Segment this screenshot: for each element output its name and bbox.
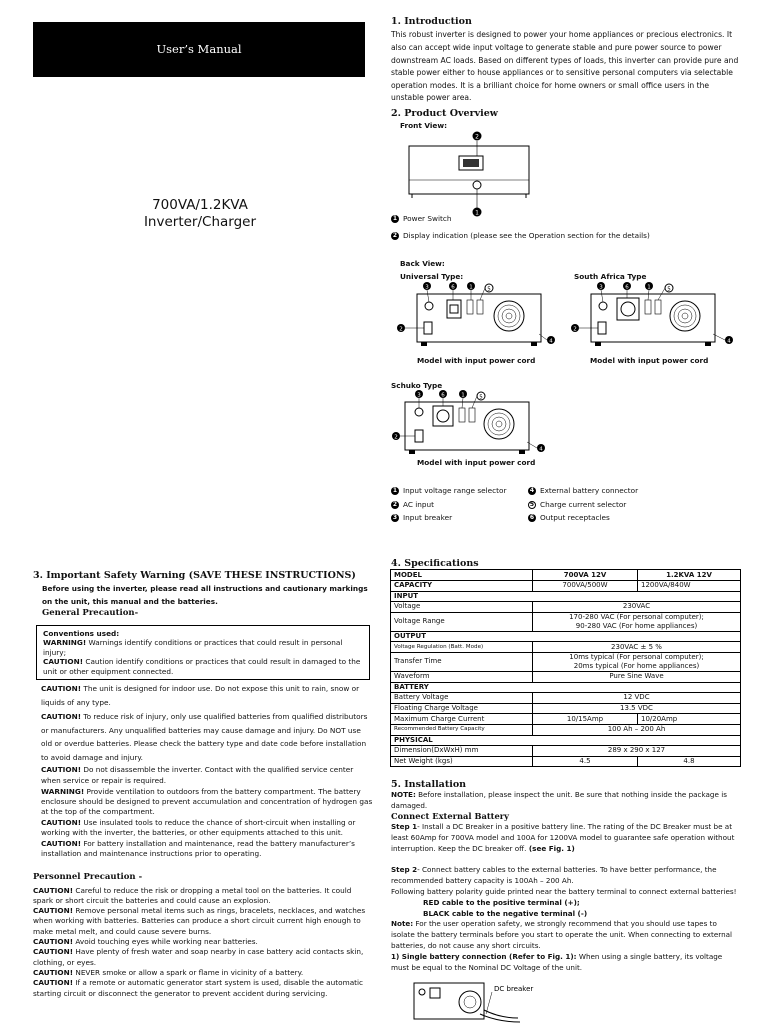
- south-africa-type-label: South Africa Type: [574, 272, 647, 281]
- svg-text:4: 4: [539, 446, 543, 453]
- introduction-heading: 1. Introduction: [391, 16, 472, 27]
- safety-section: [33, 570, 373, 999]
- south-africa-caption: Model with input power cord: [590, 356, 709, 365]
- table-row: Voltage Regulation (Batt. Mode) 230VAC ± 5 %: [391, 642, 741, 653]
- table-row: Voltage Range 170-280 VAC (For personal computer); 90-280 VAC (For home appliances): [391, 612, 741, 631]
- table-row: Net Weight (kgs) 4.5 4.8: [391, 756, 741, 767]
- schuko-back-diagram: [391, 388, 561, 456]
- step-1: Step 1- Install a DC Breaker in a positive battery line. The rating of the DC Breaker must be at least 60Amp for 700VA model and 100A for 1200VA model to guarantee safe operation without interruption. Keep the DC breaker off. (see Fig. 1): [391, 821, 735, 853]
- installation-section: [391, 779, 739, 973]
- back-item: 2 AC input: [392, 499, 435, 509]
- table-row: BATTERY: [391, 682, 741, 693]
- specifications-table: [390, 569, 741, 767]
- svg-text:5: 5: [667, 286, 671, 293]
- black-cable: BLACK cable to the negative terminal (-): [423, 908, 588, 918]
- back-item: 4 External battery connector: [529, 486, 639, 495]
- svg-text:3: 3: [417, 392, 421, 399]
- table-row: OUTPUT: [391, 631, 741, 642]
- personnel-item: CAUTION! Have plenty of fresh water and soap nearby in case battery acid contacts skin, clothing, or eyes.: [33, 947, 364, 967]
- conventions-caution: [43, 657, 363, 676]
- table-row: Waveform Pure Sine Wave: [391, 671, 741, 682]
- general-item: CAUTION! The unit is designed for indoor use. Do not expose this unit to rain, snow or liquids of any type.: [41, 684, 360, 708]
- introduction-text: This robust inverter is designed to power your home appliances or precious electronics. It also can accept wide input voltage to generate stable and pure power source to power downstream AC loads. Based on different types of loads, this inverter can provide pure and stable power either to house appliances or to sensitive personal computers via selectable operation modes. It is a brilliant choice for home owners or small office users in the unstable power area.: [391, 30, 739, 103]
- caution-text: Caution identify conditions or practices that could result in damaged to the unit or other equipment connected.: [43, 657, 361, 676]
- conventions-warning: [43, 638, 363, 657]
- back-item: 3 Input breaker: [392, 513, 453, 522]
- table-row: Voltage 230VAC: [391, 602, 741, 613]
- general-precaution-heading: General Precaution-: [42, 608, 139, 619]
- front-item-1: 1 Power Switch: [392, 214, 452, 223]
- front-view-label: Front View:: [400, 121, 447, 130]
- conventions-title: Conventions used:: [43, 628, 120, 638]
- personnel-item: CAUTION! NEVER smoke or allow a spark or flame in vicinity of a battery.: [33, 967, 304, 977]
- general-precaution-list: [33, 682, 373, 859]
- table-row: Maximum Charge Current 10/15Amp 10/20Amp: [391, 714, 741, 725]
- svg-text:1: 1: [461, 392, 465, 399]
- svg-text:2: 2: [399, 326, 403, 333]
- warning-label: WARNING!: [43, 638, 87, 648]
- svg-text:2: 2: [475, 133, 479, 141]
- personnel-item: CAUTION! Remove personal metal items such as rings, bracelets, necklaces, and watches when working with batteries. Batteries can produce a short circuit current high enough to make metal melt, and could cause severe burns.: [33, 906, 366, 936]
- personnel-item: CAUTION! Careful to reduce the risk or dropping a metal tool on the batteries. It could spark or short circuit the batteries and could cause an explosion.: [33, 885, 352, 905]
- single-battery: 1) Single battery connection (Refer to Fig. 1): When using a single battery, its voltage must be equal to the Nominal DC Voltage of the unit.: [391, 951, 723, 972]
- personnel-precaution-heading: Personnel Precaution -: [33, 872, 143, 883]
- personnel-item: CAUTION! Avoid touching eyes while working near batteries.: [33, 937, 258, 947]
- general-item: CAUTION! For battery installation and maintenance, read the battery manufacturer’s installation and maintenance instructions prior to operating.: [41, 838, 355, 858]
- installation-heading: 5. Installation: [391, 779, 467, 790]
- specifications-heading: 4. Specifications: [391, 558, 479, 569]
- front-view-diagram: [391, 128, 591, 218]
- specifications-section: [390, 558, 742, 767]
- front-item-2: 2 Display indication (please see the Operation section for the details): [392, 231, 650, 240]
- dc-breaker-label: DC breaker: [494, 985, 534, 993]
- personnel-precaution-list: [33, 886, 373, 999]
- south-africa-back-diagram: [565, 280, 739, 350]
- safety-intro: Before using the inverter, please read all instructions and cautionary markings on the unit, this manual and the batteries.: [42, 584, 368, 606]
- product-overview-section: [391, 108, 739, 522]
- svg-text:3: 3: [425, 284, 429, 291]
- general-item: CAUTION! Do not disassemble the inverter. Contact with the qualified service center when service or repair is required.: [41, 765, 354, 786]
- svg-text:2: 2: [394, 434, 398, 441]
- table-row: CAPACITY 700VA/500W 1200VA/840W: [391, 580, 741, 591]
- conventions-box: [36, 625, 370, 681]
- caution-label: CAUTION!: [43, 657, 84, 667]
- battery-connection-figure: [408, 980, 538, 1024]
- general-item: CAUTION! Use insulated tools to reduce the chance of short-circuit when installing or working with the inverter, the batteries, or other equipments attached to this unit.: [41, 817, 356, 838]
- note-2: Note: For the user operation safety, we strongly recommend that you should use tapes to isolate the battery terminals before you start to operate the unit. When connecting to external batteries, do not cause any short circuits.: [391, 919, 733, 950]
- svg-text:3: 3: [599, 284, 603, 291]
- step-2: Step 2- Connect battery cables to the external batteries. To have better performance, the recommended battery capacity is 100Ah – 200 Ah.: [391, 865, 717, 886]
- universal-type-label: Universal Type:: [400, 272, 464, 281]
- safety-heading-paren: (SAVE THESE INSTRUCTIONS): [188, 570, 356, 581]
- svg-text:5: 5: [479, 394, 483, 401]
- svg-text:4: 4: [549, 338, 553, 345]
- svg-text:1: 1: [475, 209, 479, 217]
- manual-banner: [33, 22, 365, 77]
- back-item: 1 Input voltage range selector: [392, 486, 507, 495]
- product-title: [60, 197, 340, 231]
- table-row: PHYSICAL: [391, 735, 741, 746]
- polarity-guide: Following battery polarity guide printed near the battery terminal to connect external batteries!: [391, 886, 737, 896]
- svg-text:6: 6: [441, 392, 445, 399]
- safety-heading-num: 3. Important Safety Warning: [33, 570, 186, 581]
- product-title-line1: 700VA/1.2KVA: [152, 197, 248, 213]
- table-row: Battery Voltage 12 VDC: [391, 693, 741, 704]
- schuko-caption: Model with input power cord: [417, 458, 536, 467]
- back-legend-right: [528, 484, 678, 525]
- personnel-item: CAUTION! If a remote or automatic generator start system is used, disable the automatic starting circuit or disconnect the generator to prevent accident during servicing.: [33, 978, 364, 998]
- table-row: Dimension(DxWxH) mm 289 x 290 x 127: [391, 746, 741, 757]
- table-row: Transfer Time 10ms typical (For personal computer); 20ms typical (For home appliances): [391, 652, 741, 671]
- table-row: INPUT: [391, 591, 741, 602]
- svg-text:6: 6: [451, 284, 455, 291]
- manual-title: User’s Manual: [156, 41, 242, 56]
- table-row: Recommended Battery Capacity 100 Ah – 200 Ah: [391, 724, 741, 735]
- table-row: MODEL 700VA 12V 1.2KVA 12V: [391, 570, 741, 581]
- svg-text:1: 1: [469, 284, 473, 291]
- universal-back-diagram: [391, 280, 561, 350]
- installation-note: NOTE: Before installation, please inspect the unit. Be sure that nothing inside the package is damaged.: [391, 790, 727, 811]
- back-view-label: Back View:: [400, 259, 445, 268]
- back-legend-left: [391, 484, 531, 525]
- svg-text:6: 6: [625, 284, 629, 291]
- product-title-line2: Inverter/Charger: [143, 214, 257, 230]
- introduction-section: [391, 16, 739, 105]
- general-item: CAUTION! To reduce risk of injury, only use qualified batteries from qualified distributors or manufacturers. Any unqualified batteries may cause damage and injury. Do NOT use old or overdue batteries. Please check the battery type and date code before installation to avoid damage and injury.: [41, 712, 368, 762]
- connect-battery-heading: Connect External Battery: [391, 810, 509, 821]
- product-overview-heading: 2. Product Overview: [391, 108, 498, 119]
- red-cable: RED cable to the positive terminal (+);: [423, 897, 580, 907]
- svg-text:2: 2: [573, 326, 577, 333]
- schuko-type-label: Schuko Type: [391, 381, 443, 390]
- svg-text:4: 4: [727, 338, 731, 345]
- universal-caption: Model with input power cord: [417, 356, 536, 365]
- svg-text:5: 5: [487, 286, 491, 293]
- table-row: Floating Charge Voltage 13.5 VDC: [391, 703, 741, 714]
- warning-text: Warnings identify conditions or practices that could result in personal injury;: [43, 638, 343, 657]
- safety-heading: [33, 570, 373, 581]
- back-item: 5 Charge current selector: [529, 499, 627, 509]
- general-item: WARNING! Provide ventilation to outdoors from the battery compartment. The battery enclosure should be designed to prevent accumulation and concentration of hydrogen gas at the top of the compartment.: [41, 786, 373, 817]
- back-item: 6 Output receptacles: [529, 513, 610, 522]
- svg-text:1: 1: [647, 284, 651, 291]
